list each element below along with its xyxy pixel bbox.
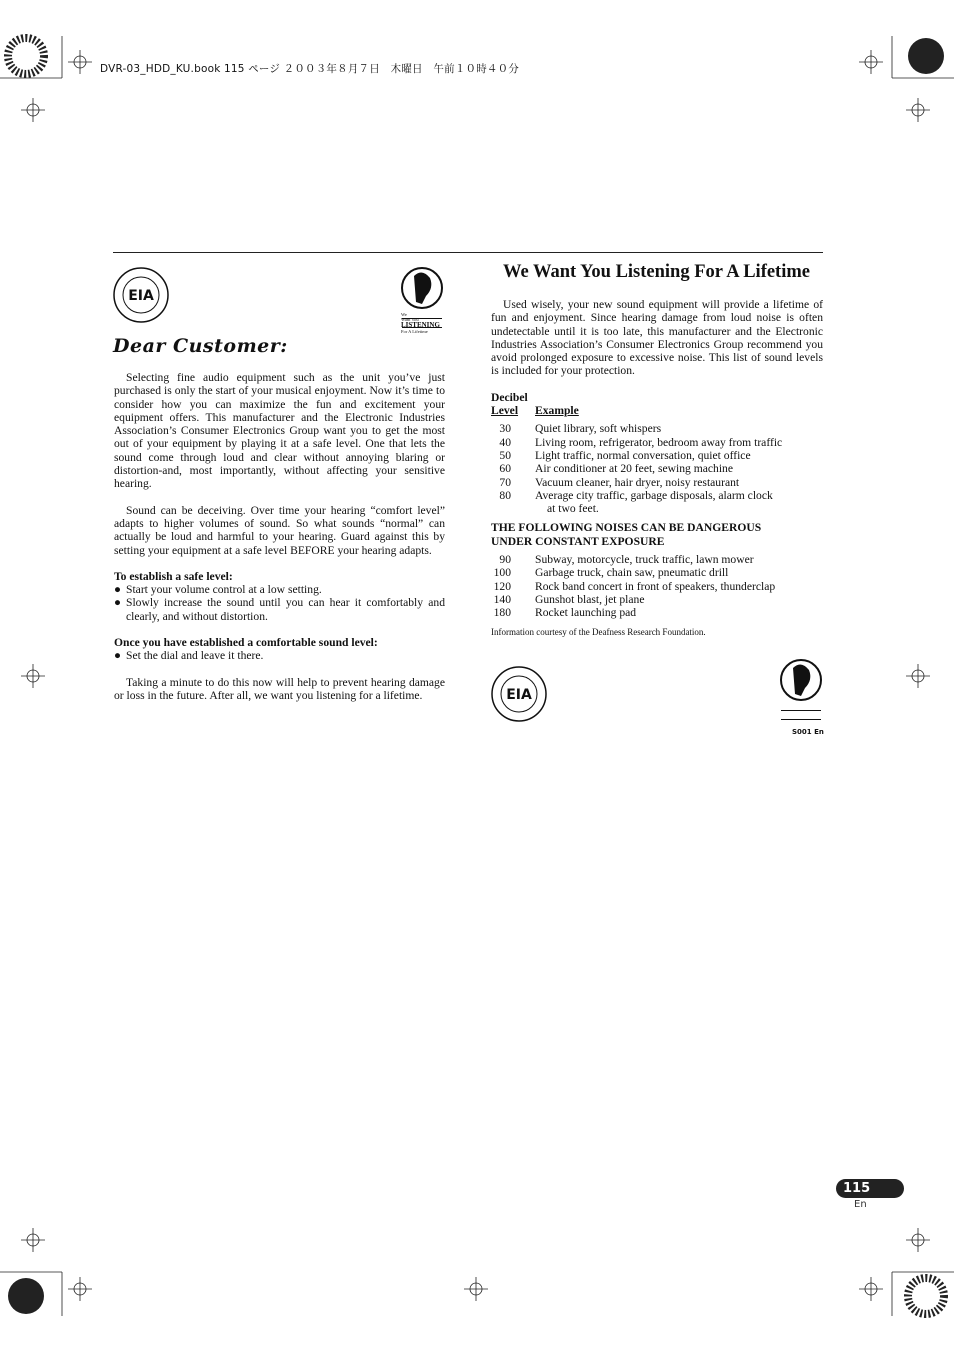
credit-line: Information courtesy of the Deafness Research Foundation. — [491, 627, 706, 637]
listening-logo-line-4: For A Lifetime — [401, 329, 428, 334]
comfort-level-heading: Once you have established a comfortable sound level: — [114, 636, 378, 650]
level-row — [491, 436, 823, 449]
danger-row — [491, 566, 823, 579]
danger-heading-line-2: UNDER CONSTANT EXPOSURE — [491, 534, 665, 548]
page-number: 115 — [843, 1181, 871, 1196]
listening-logo-line-3: LISTENING — [401, 321, 440, 329]
document-code: S001 En — [792, 728, 824, 736]
decibel-header: Decibel — [491, 390, 528, 404]
decibel-level: 40 — [499, 435, 511, 449]
decibel-level: 30 — [499, 422, 511, 436]
right-column — [491, 298, 823, 620]
level-row — [491, 462, 823, 475]
danger-heading — [491, 521, 823, 548]
salutation: Dear Customer: — [113, 335, 288, 357]
noise-example: Vacuum cleaner, hair dryer, noisy restaurant — [535, 475, 740, 489]
listening-logo-words — [401, 312, 440, 334]
danger-row — [491, 553, 823, 566]
eia-logo — [113, 267, 169, 323]
decibel-level: 80 — [499, 488, 511, 502]
decibel-level: 100 — [493, 566, 511, 580]
noise-example: Light traffic, normal conversation, quiet office — [535, 448, 751, 462]
decibel-level: 140 — [493, 592, 511, 606]
decibel-level: 180 — [493, 606, 511, 620]
safe-level-heading: To establish a safe level: — [114, 569, 233, 583]
left-column — [114, 371, 445, 702]
decibel-level: 70 — [499, 475, 511, 489]
noise-example: Garbage truck, chain saw, pneumatic drill — [535, 566, 729, 580]
listening-logo-line-1: We — [401, 312, 407, 317]
danger-row — [491, 606, 823, 619]
bullet-icon: ● — [114, 596, 122, 610]
table-header — [491, 404, 823, 417]
decibel-level: 50 — [499, 448, 511, 462]
level-row — [491, 476, 823, 489]
safe-bullet-2-text: Slowly increase the sound until you can hear it comfortably and clearly, and without distortion. — [126, 596, 445, 623]
danger-row — [491, 580, 823, 593]
eia-logo-bottom — [491, 666, 547, 722]
levels-table — [491, 422, 823, 515]
level-row — [491, 449, 823, 462]
noise-example: Gunshot blast, jet plane — [535, 592, 645, 606]
noise-example: Average city traffic, garbage disposals, alarm clock — [535, 488, 773, 502]
section-title: We Want You Listening For A Lifetime — [503, 262, 810, 282]
right-intro-paragraph: Used wisely, your new sound equipment will provide a lifetime of fun and enjoyment. Since hearing damage from loud noise is often undetectable until it is too late, this manufacturer and the Electronic Industries Association’s Consumer Electronics Group recommend you avoid prolonged exposure to excessive noise. This list of sound levels is included for your protection. — [491, 298, 823, 378]
noise-example: Rocket launching pad — [535, 606, 637, 620]
decibel-level: 60 — [499, 462, 511, 476]
closing-paragraph: Taking a minute to do this now will help to prevent hearing damage or loss in the future. After all, we want you listening for a lifetime. — [114, 675, 445, 702]
level-column-header: Level — [491, 404, 519, 418]
danger-row — [491, 593, 823, 606]
example-column-header: Example — [535, 404, 579, 418]
page-language: En — [854, 1199, 867, 1210]
eia-logo-text: EIA — [128, 288, 154, 304]
level-row — [491, 422, 823, 435]
noise-example: Subway, motorcycle, truck traffic, lawn mower — [535, 553, 754, 567]
noise-example: Quiet library, soft whispers — [535, 422, 662, 436]
bullet-icon: ● — [114, 649, 122, 663]
danger-table — [491, 553, 823, 619]
intro-paragraph: Selecting fine audio equipment such as the unit you’ve just purchased is only the start of your musical enjoyment. Now it’s time to consider how you can maximize the fun and excitement your equipment offers. This manufacturer and the Electronic Industries Association’s Consumer Electronics Group want you to get the most out of your equipment by playing it at a safe level. One that lets the sound come through loud and clear without annoying blaring or distortion-and, most importantly, without affecting your sensitive hearing. — [114, 371, 445, 491]
decibel-level: 90 — [499, 553, 511, 567]
safe-bullet-1-text: Start your volume control at a low setting. — [126, 583, 322, 597]
listening-logo-bottom — [779, 658, 823, 722]
noise-example: Living room, refrigerator, bedroom away from traffic — [535, 435, 783, 449]
top-rule — [113, 252, 823, 253]
listening-logo-line-2: Want You — [401, 317, 419, 322]
safe-bullet-2 — [114, 596, 445, 623]
danger-heading-line-1: THE FOLLOWING NOISES CAN BE DANGEROUS — [491, 521, 762, 535]
comfort-bullet-1-text: Set the dial and leave it there. — [126, 649, 264, 663]
comfort-bullet-1 — [114, 649, 445, 662]
noise-example: Air conditioner at 20 feet, sewing machine — [535, 462, 733, 476]
noise-example: Rock band concert in front of speakers, thunderclap — [535, 579, 776, 593]
decibel-level: 120 — [493, 579, 511, 593]
level-row — [491, 489, 823, 502]
bullet-icon: ● — [114, 583, 122, 597]
print-header: DVR-03_HDD_KU.book 115 ページ ２００３年８月７日 木曜日 午前１０時４０分 — [100, 63, 520, 75]
noise-example-continued: at two feet. — [547, 502, 599, 516]
safe-bullet-1 — [114, 583, 445, 596]
deceiving-paragraph: Sound can be deceiving. Over time your hearing “comfort level” adapts to higher volumes of sound. So what sounds “normal” can actually be loud and harmful to your hearing. Guard against this by setting your equipment at a safe level BEFORE your hearing adapts. — [114, 503, 445, 557]
eia-logo-bottom-text: EIA — [506, 687, 532, 703]
